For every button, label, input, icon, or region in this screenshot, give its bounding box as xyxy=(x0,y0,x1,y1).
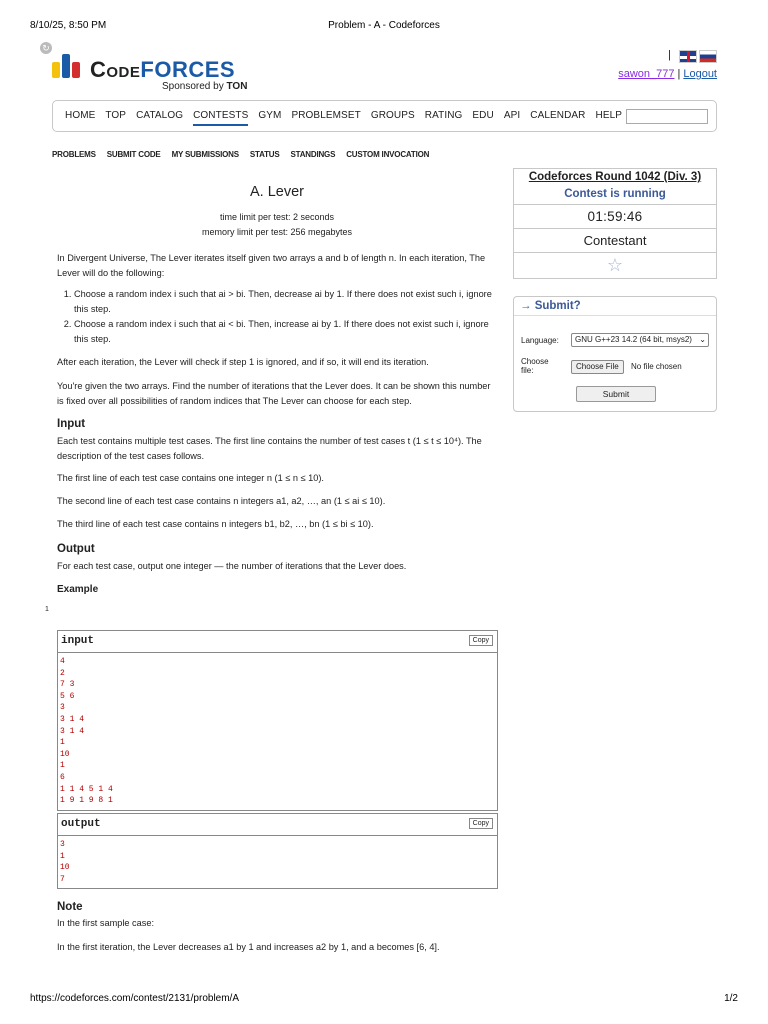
username-link[interactable]: sawon_777 xyxy=(618,68,675,80)
logout-link[interactable]: Logout xyxy=(683,68,717,80)
print-url: https://codeforces.com/contest/2131/problem/A xyxy=(30,993,239,1004)
problem-statement xyxy=(57,180,497,598)
menu-item-calendar[interactable]: CALENDAR xyxy=(530,110,586,121)
menu-item-contests[interactable]: CONTESTS xyxy=(193,110,248,126)
language-select[interactable] xyxy=(571,333,709,347)
copy-output-button[interactable]: Copy xyxy=(469,818,493,829)
statement-paragraph: You're given the two arrays. Find the number of iterations that the Lever does. It can be shown this number is fixed over all possibilities of random indices that The Lever can choose for each step. xyxy=(57,381,491,406)
step-item: 1. Choose a random index i such that ai > bi. Then, decrease ai by 1. If there does not exist such i, ignore this step. xyxy=(74,287,497,316)
second-menu xyxy=(52,150,440,159)
sample-output-label: output xyxy=(61,818,101,830)
logo-bars-icon xyxy=(52,54,82,78)
memory-limit: memory limit per test: 256 megabytes xyxy=(201,226,353,237)
submit-box xyxy=(513,296,717,412)
sample-output xyxy=(57,813,498,889)
chevron-down-icon: ⌄ xyxy=(699,335,706,344)
round-title xyxy=(514,169,716,184)
sample-input-text: 4 2 7 3 5 6 3 3 1 4 3 1 4 1 10 1 6 1 1 4 5 1 4 1 9 1 9 8 1 xyxy=(60,657,113,806)
second-menu-custom-invocation[interactable]: CUSTOM INVOCATION xyxy=(346,150,430,159)
input-paragraph: The second line of each test case contains n integers a1, a2, …, an (1 ≤ ai ≤ 10). xyxy=(57,495,386,506)
copy-input-button[interactable]: Copy xyxy=(469,635,493,646)
contest-status: Contest is running xyxy=(564,188,666,200)
menu-item-catalog[interactable]: CATALOG xyxy=(136,110,184,121)
note-title: Note xyxy=(57,901,83,913)
submit-button[interactable]: Submit xyxy=(576,386,656,402)
statement-paragraph: After each iteration, the Lever will check if step 1 is ignored, and if so, it will end its iteration. xyxy=(57,357,429,368)
menu-item-groups[interactable]: GROUPS xyxy=(370,110,415,121)
round-title-link[interactable]: Codeforces Round 1042 (Div. 3) xyxy=(528,171,702,183)
sample-output-header xyxy=(58,814,497,836)
logo-word-code: Code xyxy=(90,57,141,82)
choose-file-button[interactable]: Choose File xyxy=(571,360,624,374)
sponsor-text xyxy=(162,81,247,92)
input-section-title: Input xyxy=(57,418,86,431)
russian-flag-icon[interactable] xyxy=(699,50,717,63)
print-date: 8/10/25, 8:50 PM xyxy=(30,20,107,31)
statement-paragraph: In Divergent Universe, The Lever iterates itself given two arrays a and b of length n. In each iteration, The Lever will do the following: xyxy=(57,252,486,278)
language-select-value: GNU G++23 14.2 (64 bit, msys2) xyxy=(575,335,692,344)
menu-item-gym[interactable]: GYM xyxy=(258,110,282,121)
menu-item-home[interactable]: HOME xyxy=(65,110,96,121)
menu-item-problemset[interactable]: PROBLEMSET xyxy=(291,110,361,121)
print-header xyxy=(30,20,738,32)
note-paragraph: In the first sample case: xyxy=(57,918,155,929)
menu-item-top[interactable]: TOP xyxy=(105,110,127,121)
user-links xyxy=(618,68,717,80)
main-menu xyxy=(52,100,717,132)
file-status: No file chosen xyxy=(631,362,682,371)
submit-box-title: → Submit? xyxy=(514,297,716,316)
sponsor-prefix: Sponsored by xyxy=(162,81,224,92)
menu-item-rating[interactable]: RATING xyxy=(424,110,463,121)
second-menu-submit-code[interactable]: SUBMIT CODE xyxy=(106,150,161,159)
sample-output-text: 3 1 10 7 xyxy=(60,840,70,884)
logo-wordmark xyxy=(90,57,235,83)
flag-separator: | xyxy=(668,49,671,61)
second-menu-status[interactable]: STATUS xyxy=(249,150,280,159)
reload-icon[interactable]: ↻ xyxy=(40,42,52,54)
example-title: Example xyxy=(57,583,99,595)
menu-item-help[interactable]: HELP xyxy=(595,110,623,121)
time-limit: time limit per test: 2 seconds xyxy=(219,212,335,223)
sample-input-label: input xyxy=(61,635,95,647)
sponsor-name: TON xyxy=(226,81,248,92)
stray-mark: 1 xyxy=(45,606,49,613)
note-paragraph: In the first iteration, the Lever decreases a1 by 1 and increases a2 by 1, and a becomes [6, 4]. xyxy=(57,942,440,953)
print-page-number: 1/2 xyxy=(724,993,738,1004)
participant-role: Contestant xyxy=(514,228,716,252)
logo-bar xyxy=(52,62,60,78)
note-section xyxy=(57,898,497,955)
output-paragraph: For each test case, output one integer — the number of iterations that the Lever does. xyxy=(57,560,407,571)
english-flag-icon[interactable] xyxy=(679,50,697,63)
menu-item-edu[interactable]: EDU xyxy=(472,110,494,121)
search-input[interactable] xyxy=(626,109,708,124)
favorite-star-icon[interactable]: ☆ xyxy=(514,252,716,278)
input-paragraph: The first line of each test case contains one integer n (1 ≤ n ≤ 10). xyxy=(57,473,324,484)
user-links-separator: | xyxy=(677,68,681,80)
iteration-steps xyxy=(57,287,497,346)
contest-timer: 01:59:46 xyxy=(514,204,716,228)
logo-word-forces: FORCES xyxy=(140,57,236,82)
input-paragraph: Each test contains multiple test cases. The first line contains the number of test cases t (1 ≤ t ≤ 10⁴). The description of the test cases follows. xyxy=(57,435,482,461)
second-menu-standings[interactable]: STANDINGS xyxy=(290,150,336,159)
sample-input-header xyxy=(58,631,497,653)
output-section-title: Output xyxy=(57,543,95,556)
logo-bar xyxy=(62,54,70,78)
logo-bar xyxy=(72,62,80,78)
sample-input xyxy=(57,630,498,811)
step-item: 2. Choose a random index i such that ai < bi. Then, increase ai by 1. If there does not exist such i, ignore this step. xyxy=(74,317,497,346)
menu-item-api[interactable]: API xyxy=(503,110,521,121)
contest-info-box xyxy=(513,168,717,279)
print-title: Problem - A - Codeforces xyxy=(328,20,440,31)
second-menu-my-submissions[interactable]: MY SUBMISSIONS xyxy=(171,150,239,159)
file-label: Choose file: xyxy=(521,357,549,375)
input-paragraph: The third line of each test case contains n integers b1, b2, …, bn (1 ≤ bi ≤ 10). xyxy=(57,518,374,529)
language-label: Language: xyxy=(521,336,559,345)
problem-title: A. Lever xyxy=(250,184,304,200)
second-menu-problems[interactable]: PROBLEMS xyxy=(52,150,96,159)
